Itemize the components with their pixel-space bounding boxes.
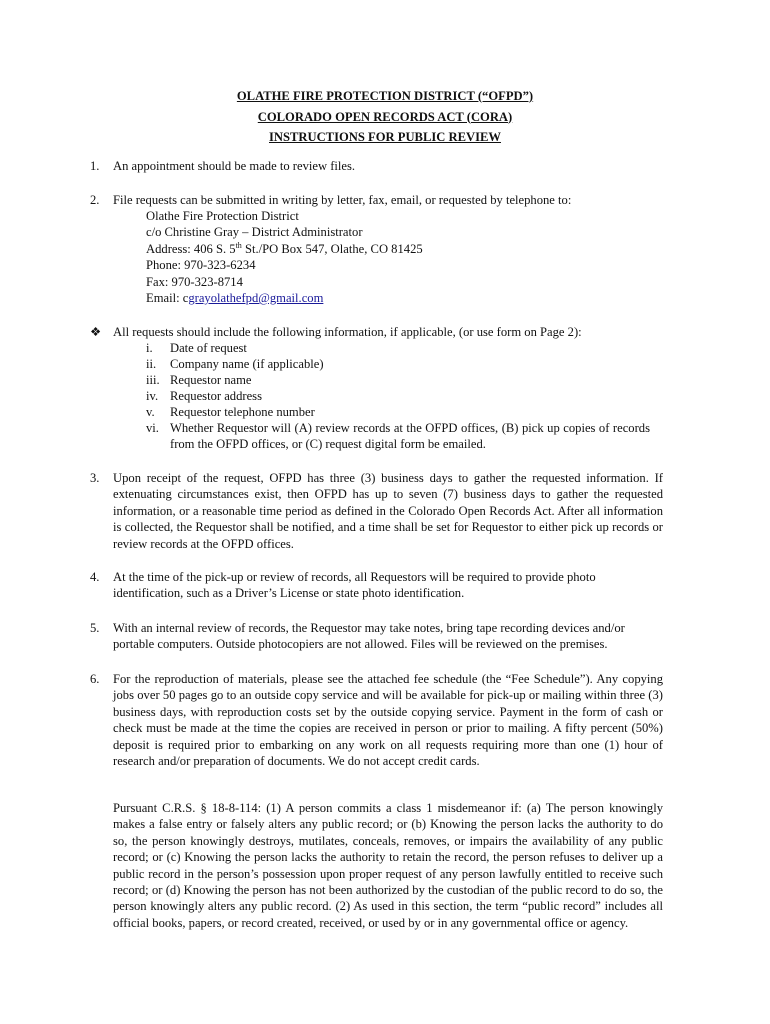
subitem-text: Requestor name bbox=[170, 373, 252, 387]
subitem-roman: vi. bbox=[146, 421, 159, 435]
item-1-number: 1. bbox=[90, 159, 100, 173]
subitem-text: Date of request bbox=[170, 341, 247, 355]
item-2-number: 2. bbox=[90, 193, 100, 207]
contact-email: Email: cgrayolathefpd@gmail.com bbox=[146, 291, 324, 306]
item-2-text: File requests can be submitted in writing by letter, fax, email, or requested by telephone to: bbox=[113, 193, 572, 207]
item-5-number: 5. bbox=[90, 621, 100, 635]
contact-attn: c/o Christine Gray – District Administrator bbox=[146, 225, 363, 240]
statute-paragraph: Pursuant C.R.S. § 18-8-114: (1) A person commits a class 1 misdemeanor if: (a) The person knowingly makes a false entry or falsely alters any public record; or (b) Knowing the person lacks the authority to do so, the person knowingly destroys, mutilates, conceals, removes, or impairs the availability of any public record; or (c) Knowing the person lacks the authority to retain the record, the person refuses to deliver up a public record in the person’s possession upon proper request of any person lawfully entitled to receive such record; or (d) Knowing the person has not been authorized by the custodian of the public record to do so, the person knowingly alters any public record. (2) As used in this section, the term “public record” includes all official books, papers, or record created, received, or used by or in any governmental office or agency. bbox=[113, 801, 663, 930]
item-4-text: At the time of the pick-up or review of records, all Requestors will be required to provide photo identification, such as a Driver’s License or state photo identification. bbox=[113, 570, 596, 601]
subitem-text: Company name (if applicable) bbox=[170, 357, 324, 371]
subitem-text: Whether Requestor will (A) review records at the OFPD offices, (B) pick up copies of records from the OFPD offices, or (C) request digital form be emailed. bbox=[170, 421, 650, 452]
item-3-text: Upon receipt of the request, OFPD has three (3) business days to gather the requested information. If extenuating circumstances exist, then OFPD has up to seven (7) business days to gather the requested information, or a reasonable time period as defined in the Colorado Open Records Act. After all information is collected, the Requestor shall be notified, and a time shall be set for Requestor to either pick up records or review records at the OFPD offices. bbox=[113, 471, 663, 551]
subitem-roman: iii. bbox=[146, 373, 160, 387]
subitem-text: Requestor address bbox=[170, 389, 262, 403]
item-6-text: For the reproduction of materials, please see the attached fee schedule (the “Fee Schedule”). Any copying jobs over 50 pages go to an outside copy service and will be available for pick-up or mailing within three (3) business days, with reproduction costs set by the outside copying service. Payment in the form of cash or check must be made at the time the copies are received in person or prior to mailing. A fifty percent (50%) deposit is required prior to embarking on any work on all requests requiring more than one (1) hour of research and/or preparation of documents. We do not accept credit cards. bbox=[113, 672, 663, 769]
diamond-bullet-icon: ❖ bbox=[90, 325, 102, 339]
contact-fax: Fax: 970-323-8714 bbox=[146, 274, 243, 289]
item-3-number: 3. bbox=[90, 471, 100, 485]
contact-block bbox=[146, 208, 656, 306]
document-header bbox=[0, 86, 770, 148]
subitem-roman: ii. bbox=[146, 357, 157, 371]
bullet-text: All requests should include the following information, if applicable, (or use form on Page 2): bbox=[113, 325, 582, 339]
subitem-roman: v. bbox=[146, 405, 155, 419]
subitem-text: Requestor telephone number bbox=[170, 405, 315, 419]
email-link[interactable]: grayolathefpd@gmail.com bbox=[188, 291, 324, 306]
item-4-number: 4. bbox=[90, 570, 100, 584]
header-line-2: COLORADO OPEN RECORDS ACT (CORA) bbox=[257, 109, 513, 124]
contact-org: Olathe Fire Protection District bbox=[146, 209, 299, 223]
header-line-1: OLATHE FIRE PROTECTION DISTRICT (“OFPD”) bbox=[236, 89, 534, 103]
item-6-number: 6. bbox=[90, 672, 100, 686]
item-1-text: An appointment should be made to review files. bbox=[113, 159, 356, 173]
contact-phone: Phone: 970-323-6234 bbox=[146, 258, 256, 273]
contact-address: Address: 406 S. 5th St./PO Box 547, Olathe, CO 81425 bbox=[146, 240, 423, 256]
subitem-roman: iv. bbox=[146, 389, 159, 403]
subitem-roman: i. bbox=[146, 341, 153, 355]
item-5-text: With an internal review of records, the Requestor may take notes, bring tape recording devices and/or portable computers. Outside photocopiers are not allowed. Files will be reviewed on the premises. bbox=[113, 621, 625, 652]
header-line-3: INSTRUCTIONS FOR PUBLIC REVIEW bbox=[269, 130, 501, 144]
